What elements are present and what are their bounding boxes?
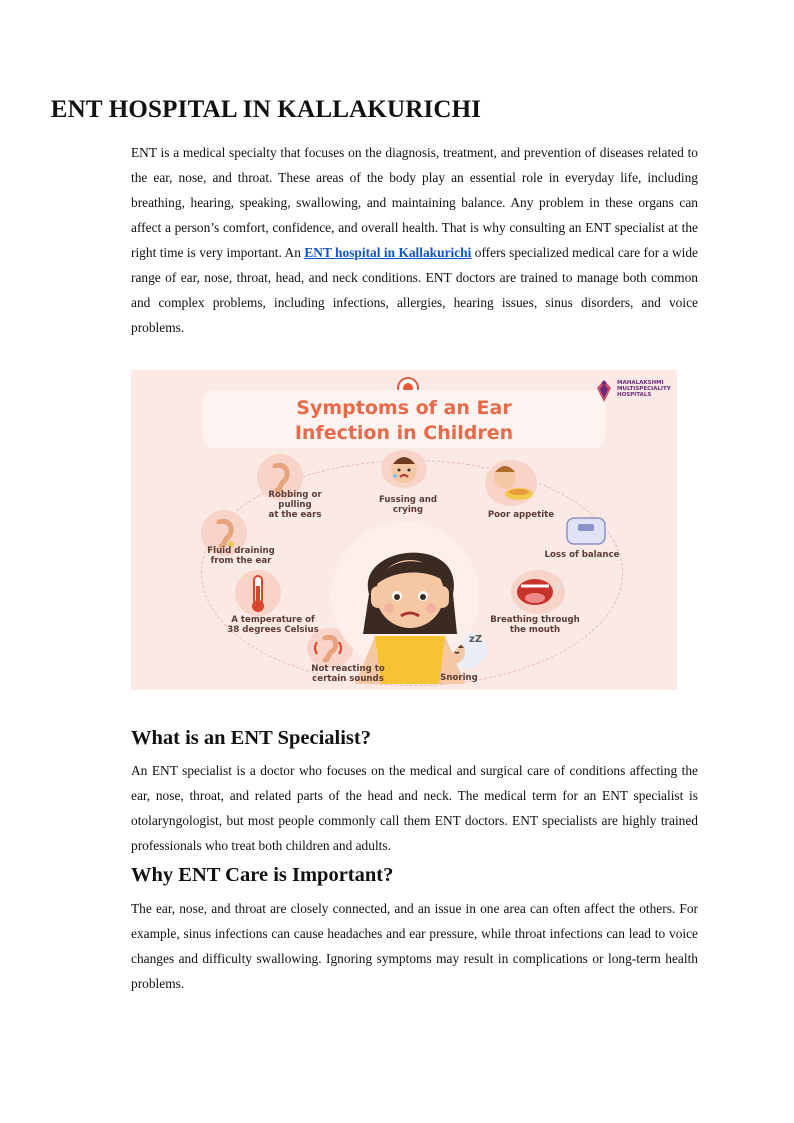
symptom-temperature-label: A temperature of 38 degrees Celsius <box>227 615 319 635</box>
open-mouth-icon <box>511 570 565 614</box>
section-body-ent-specialist: An ENT specialist is a doctor who focuses on the medical and surgical care of conditions affecting the ear, nose, throat, and related parts of the head and neck. The medical term for an ENT specialist is otolaryngologist, but most people commonly call them ENT doctors. ENT specialists are highly trained professionals who treat both children and adults. <box>131 763 698 853</box>
intro-text-before: ENT is a medical specialty that focuses on the diagnosis, treatment, and prevention of diseases related to the ear, nose, and throat. These areas of the body play an essential role in everyday life, including breathing, hearing, speaking, swallowing, and maintaining balance. Any problem in these organs can affect a person’s comfort, confidence, and overall health. That is why consulting an ENT specialist at the right time is very important. An <box>131 145 698 260</box>
thermometer-icon <box>235 570 281 616</box>
section-heading-ent-care: Why ENT Care is Important? <box>131 864 394 886</box>
symptom-balance-label: Loss of balance <box>544 550 620 560</box>
logo-line3: HOSPITALS <box>617 392 652 398</box>
ear-infection-infographic <box>131 370 677 690</box>
symptom-sounds-label: Not reacting to certain sounds <box>311 664 385 684</box>
infographic-title-line2: Infection in Children <box>294 422 514 444</box>
symptom-snoring-label: Snoring <box>440 673 478 683</box>
hospital-logo <box>593 376 675 408</box>
girl-covering-ears-illustration <box>345 524 475 684</box>
symptom-rubbing-label: Robbing or pulling at the ears <box>268 490 322 520</box>
section-heading-ent-specialist: What is an ENT Specialist? <box>131 727 371 749</box>
hospital-logo-icon <box>593 378 615 404</box>
logo-line1: MAHALAKSHMI <box>617 380 664 386</box>
infographic-title-box <box>203 390 605 448</box>
intro-paragraph <box>131 140 698 340</box>
intro-text-after: offers specialized medical care for a wide range of ear, nose, throat, head, and neck conditions. ENT doctors are trained to manage both common and complex problems, including infections, allergies, hearing issues, sinus disorders, and voice problems. <box>131 245 698 335</box>
symptom-breathing-label: Breathing through the mouth <box>490 615 580 635</box>
svg-text:zZ: zZ <box>469 634 483 645</box>
infographic-title-line1: Symptoms of an Ear <box>296 397 512 419</box>
fussing-bubble <box>381 450 427 488</box>
ent-hospital-link[interactable]: ENT hospital in Kallakurichi <box>304 245 472 260</box>
scale-icon <box>561 510 613 550</box>
page-title: ENT HOSPITAL IN KALLAKURICHI <box>50 96 482 123</box>
appetite-bubble <box>485 460 537 506</box>
balance-bubble <box>561 510 613 550</box>
symptom-fussing-label: Fussing and crying <box>378 495 438 515</box>
breathing-bubble <box>511 570 565 614</box>
crying-child-icon <box>381 450 427 488</box>
logo-line2: MULTISPECIALITY <box>617 386 671 392</box>
temperature-bubble <box>235 570 281 616</box>
symptom-fluid-label: Fluid draining from the ear <box>207 546 275 566</box>
child-eating-icon <box>485 460 537 506</box>
symptom-appetite-label: Poor appetite <box>487 510 555 520</box>
section-body-ent-care: The ear, nose, and throat are closely connected, and an issue in one area can often affect the others. For example, sinus infections can cause headaches and ear pressure, while throat infections can lead to voice changes and difficulty swallowing. Ignoring symptoms may result in complications or long-term health problems. <box>131 901 698 991</box>
